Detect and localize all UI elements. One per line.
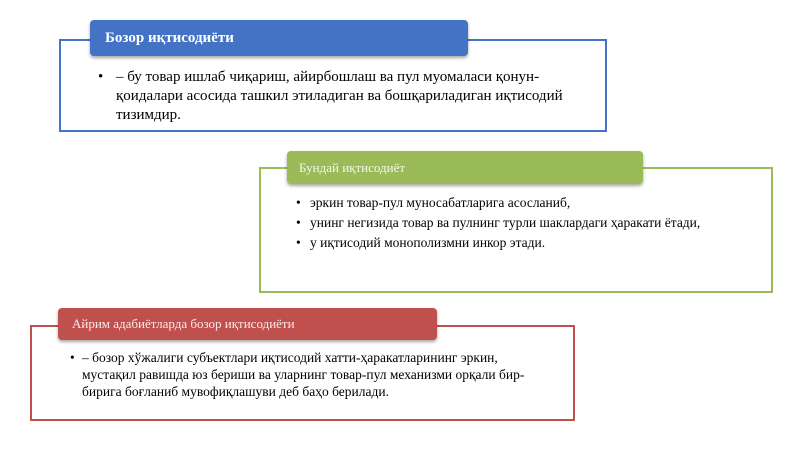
header-market-economy [90, 20, 468, 56]
list-item-text: унинг негизида товар ва пулнинг турли шаклардаги ҳаракати ётади, [310, 215, 701, 230]
header-literature [58, 308, 437, 340]
list-literature [70, 349, 550, 400]
list-item [70, 349, 550, 400]
list-item-text: у иқтисодий монополизмни инкор этади. [310, 235, 546, 250]
list-item-text: – бозор хўжалиги субъектлари иқтисодий хатти-ҳаракатларининг эркин, мустақил равишда юз бериши ва уларнинг товар-пул механизми орқали бир-бирига боғланиб мувофиқлашуви деб баҳо берилади. [82, 350, 525, 399]
bullet-icon: • [296, 195, 301, 210]
bullet-icon: • [98, 69, 104, 85]
header-such-economy-label: Бундай иқтисодиёт [299, 159, 406, 175]
list-item [98, 68, 588, 125]
header-market-economy-label: Бозор иқтисодиёти [105, 29, 234, 46]
bullet-icon: • [296, 235, 301, 250]
list-item [296, 214, 736, 231]
list-item [296, 234, 736, 251]
list-item [296, 194, 736, 211]
header-literature-label: Айрим адабиётларда бозор иқтисодиёти [72, 316, 295, 331]
header-such-economy [287, 151, 643, 184]
list-such-economy [296, 194, 736, 254]
list-item-text: – бу товар ишлаб чиқариш, айирбошлаш ва пул муомаласи қонун-қоидалари асосида ташкил этиладиган ва бошқариладиган иқтисодий тизимдир. [116, 69, 563, 123]
list-market-economy [98, 68, 588, 125]
bullet-icon: • [70, 350, 75, 365]
bullet-icon: • [296, 215, 301, 230]
list-item-text: эркин товар-пул муносабатларига асосланиб, [310, 195, 571, 210]
